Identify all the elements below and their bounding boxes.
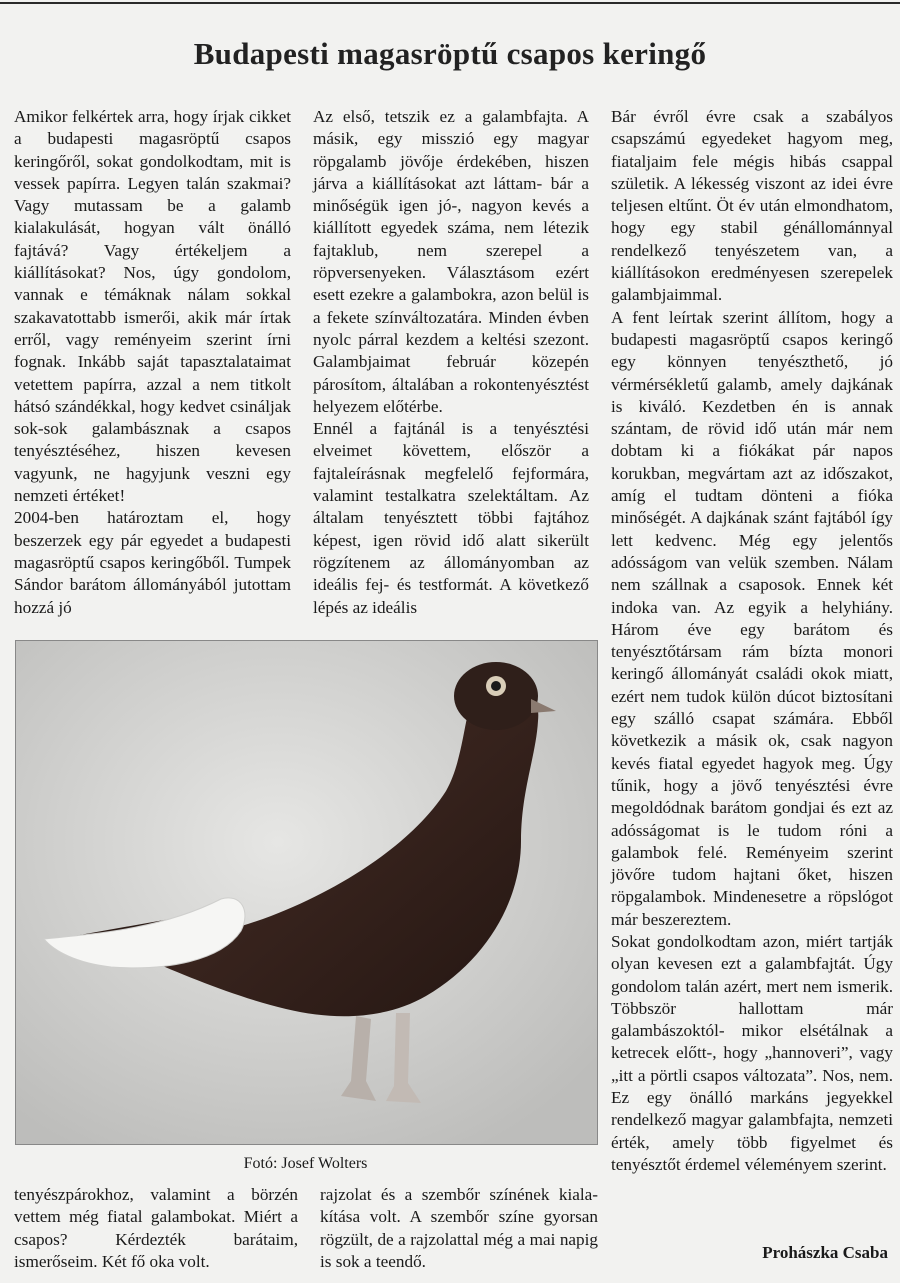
top-rule: [0, 2, 900, 4]
text-column-1-continued: [14, 1184, 298, 1273]
article-title: Budapesti magasröptű csapos keringő: [193, 36, 707, 71]
paragraph: 2004-ben határoztam el, hogy beszerzek egy pár egyedet a budapesti magasröptű csapos keringőből. Tumpek Sándor barátom állományából jutottam hozzá jó: [14, 508, 291, 617]
paragraph: Amikor felkértek arra, hogy írjak cikket a budapesti magasröptű csapos keringőről, sokat gondolkodtam, mit is vessek papírra. Legyen talán szakmai? Vagy mutassam be a galamb kialakulását, hogyan vált önálló fajtává? Vagy értékeljem a kiállításokat? Nos, úgy gondolom, vannak e témáknak nálam sokkal szakavatottabb ismerői, akik már írtak erről, vagy reményeim szerint írni fognak. Inkább saját tapasztalataimat vetettem papírra, azzal a nem titkolt hátsó szándékkal, hogy kedvet csináljak sok-sok galambásznak a csapos tenyésztéséhez, hiszen kevesen vagyunk, ne hagyjunk veszni egy nemzeti értéket!: [14, 107, 291, 506]
author-name: Prohászka Csaba: [762, 1243, 888, 1262]
text-column-2-continued: [320, 1184, 598, 1273]
paragraph: Az első, tetszik ez a galambfajta. A másik, egy misszió egy magyar röpgalamb jövője érdekében, hiszen járva a kiállításokat azt láttam- bár a minőségük igen jó-, nagyon kevés a kiállított egyedek száma, nem létezik fajtaklub, nem szerepel a röpversenyeken. Választásom ezért esett ezekre a galambokra, azon belül is a fekete színváltozatára. Minden évben nyolc párral kezdem a keltési szezont. Galambjaimat február közepén párosítom, általában a rokontenyésztést helyezem előtérbe.: [313, 107, 589, 416]
paragraph: Ennél a fajtánál is a tenyésztési elveimet követtem, először a fajtaleírásnak megfelelő fejformára, valamint testalkatra szelektáltam. Az általam tenyésztett többi fajtához képest, igen rövid idő alatt sikerült rögzítenem az állományomban az ideális fej- és testformát. A következő lépés az ideális: [313, 419, 589, 617]
paragraph: A fent leírtak szerint állítom, hogy a budapesti magasröptű csapos keringő egy könnyen tenyészthető, jó vérmérsékletű galamb, amely dajkának is kiváló. Kezdetben én is annak szántam, de rövid idő után már nem dobtam ki a fiókákat pár napos korukban, megvártam azt az időszakot, amíg el tudtam dönteni a fióka minőségét. A dajkának szánt fajtából így lett kedvenc. Még egy jelentős adósságom van velük szemben. Nálam nem szállnak a csaposok. Ennek két indoka van. Az egyik a helyhiány. Három éve egy barátom és tenyésztőtársam rám bízta monori keringő állományát családi okok miatt, ezért nem tudok külön dúcot biztosítani egy szálló csapat számára. Ebből következik a másik ok, csak nagyon kevés fiatal egyedet hagyok meg. Úgy tűnik, hogy a jövő tenyésztési évre megoldódnak barátom gondjai és ezt az adósságomat is le tudom róni a galambok felé. Reményeim szerint jövőre tudom hajtani őket, hiszen röpgalambok. Mindenesetre a röpslógot már beszereztem.: [611, 307, 893, 929]
pigeon-image: [16, 641, 597, 1144]
text-column-2: [313, 106, 589, 619]
photo-caption: Fotó: Josef Wolters: [243, 1155, 368, 1172]
paragraph: tenyészpárokhoz, valamint a börzén vettem még fiatal galambokat. Miért a csapos? Kérdezték barátaim, ismerőseim. Két fő oka volt.: [14, 1185, 298, 1271]
paragraph: rajzolat és a szembőr színének kiala-kítása volt. A szembőr színe gyorsan rögzült, de a rajzolattal még a mai napig is sok a teendő.: [320, 1185, 598, 1271]
pigeon-photo: [15, 640, 598, 1145]
paragraph: Sokat gondolkodtam azon, miért tartják olyan kevesen ezt a galambfajtát. Úgy gondolom talán azért, mert nem ismerik. Többször hallottam már galambászoktól- mikor elsétálnak a ketrecek előtt-, hogy „hannoveri”, vagy „itt a pörtli csapos változata”. Nos, nem. Ez egy önálló markáns jegyekkel rendelkező magyar galambfajta, nemzeti érték, amely több figyelmet és tenyésztőt érdemel véleményem szerint.: [611, 931, 893, 1174]
text-column-3: [611, 106, 893, 1176]
text-column-1: [14, 106, 291, 619]
paragraph: Bár évről évre csak a szabályos csapszámú egyedeket hagyom meg, fiataljaim fele mégis hibás csappal születik. A lékesség viszont az idei évre teljesen eltűnt. Öt év után elmondhatom, hogy egy stabil génállománnyal rendelkező tenyészetem van, a kiállításokon eredményesen szerepelek galambjaimmal.: [611, 107, 893, 305]
